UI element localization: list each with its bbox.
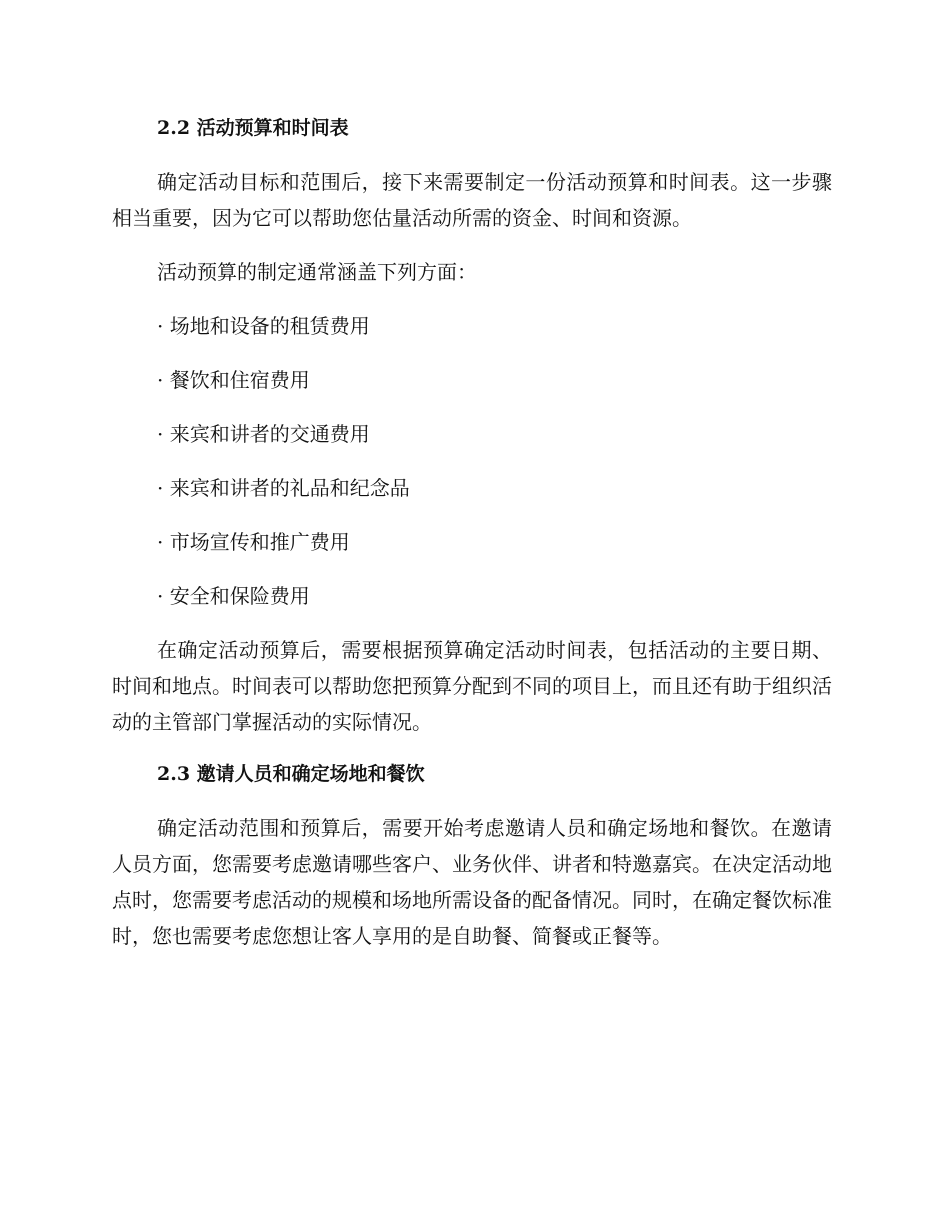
list-item: · 安全和保险费用 <box>157 584 310 608</box>
invitation-paragraph: 确定活动范围和预算后，需要开始考虑邀请人员和确定场地和餐饮。在邀请人员方面，您需要考虑邀请哪些客户、业务伙伴、讲者和特邀嘉宾。在决定活动地点时，您需要考虑活动的规模和场地所需设备的配备情况。同时，在确定餐饮标准时，您也需要考虑您想让客人享用的是自助餐、简餐或正餐等。 <box>112 816 832 948</box>
list-item: · 市场宣传和推广费用 <box>157 530 350 554</box>
timeline-paragraph: 在确定活动预算后，需要根据预算确定活动时间表，包括活动的主要日期、时间和地点。时间表可以帮助您把预算分配到不同的项目上，而且还有助于组织活动的主管部门掌握活动的实际情况。 <box>112 638 832 734</box>
list-item: · 来宾和讲者的交通费用 <box>157 422 370 446</box>
budget-intro-paragraph: 确定活动目标和范围后，接下来需要制定一份活动预算和时间表。这一步骤相当重要，因为它可以帮助您估量活动所需的资金、时间和资源。 <box>112 170 832 230</box>
section-heading-2-3: 2.3 邀请人员和确定场地和餐饮 <box>157 763 425 785</box>
document-page <box>112 112 832 954</box>
list-item: · 餐饮和住宿费用 <box>157 368 310 392</box>
budget-list-intro: 活动预算的制定通常涵盖下列方面： <box>157 260 477 284</box>
list-item: · 来宾和讲者的礼品和纪念品 <box>157 476 410 500</box>
section-heading-2-2: 2.2 活动预算和时间表 <box>157 117 349 139</box>
list-item: · 场地和设备的租赁费用 <box>157 314 370 338</box>
